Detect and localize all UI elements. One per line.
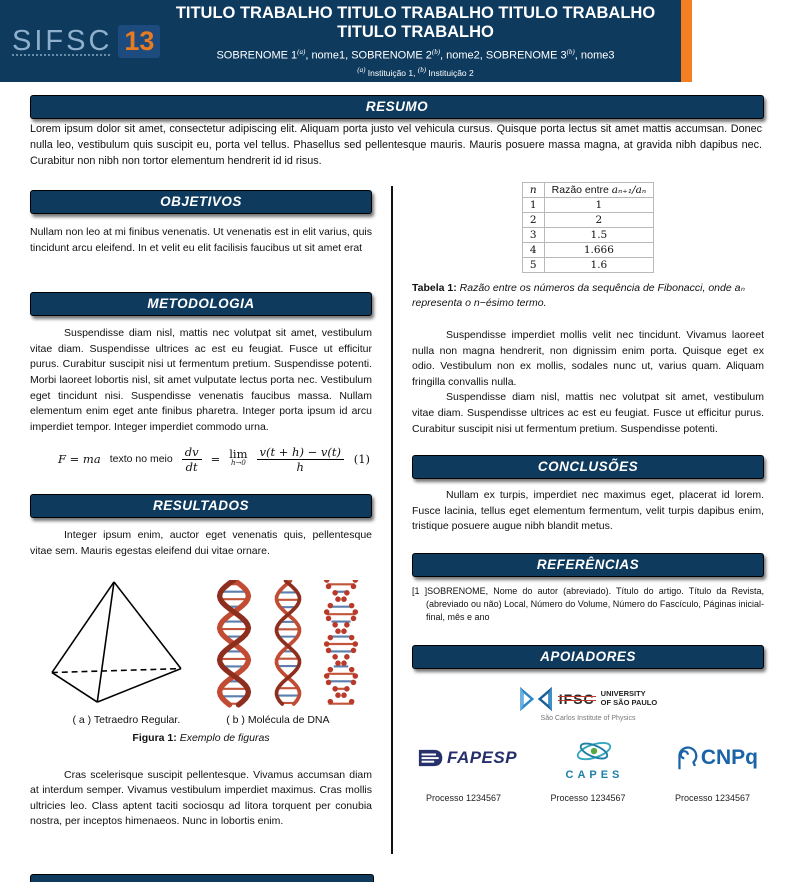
section-bar-apoiadores: APOIADORES [412,645,764,669]
resultados-text-2: Cras scelerisque suscipit pellentesque. Vivamus accumsan diam at interdum semper. Vivamus vestibulum imperdiet maximus. Cras mollis ultricies leo. Class aptent taciti sociosqu ad litora torquent per conubia nostra, per inceptos himenaeos. Nunc in lobortis enim. [30,768,372,828]
author-2-given: , nome2, [440,49,486,62]
derivative-fraction [182,446,202,473]
author-3-sup: (b) [566,48,575,57]
authors-line [160,48,671,62]
poster-title-line2: TITULO TRABALHO [337,23,494,42]
cell-ratio-2: 2 [544,213,653,228]
affiliations-line [160,66,671,78]
usp-line1: UNIVERSITY [600,689,646,699]
dq-numerator: v(t + h) − v(t) [257,446,344,460]
equation-1 [30,441,372,477]
fibonacci-table [522,182,654,273]
affil-2-sup: (b) [417,65,427,74]
figure-caption-label: Figura 1: [132,731,177,744]
frac-denominator: dt [185,459,198,474]
cell-n-2: 2 [522,213,544,228]
author-1-given: , nome1, [305,49,352,62]
section-bar-referencias: REFERÊNCIAS [412,553,764,577]
cell-n-5: 5 [522,258,544,273]
cutoff-section-bar [30,874,374,882]
affil-2: Instituição 2 [426,67,474,78]
section-bar-resumo: RESUMO [30,95,764,119]
author-2: SOBRENOME 2 [351,49,432,62]
reference-text: SOBRENOME, Nome do autor (abreviado). Título do artigo. Título da Revista, (abreviado ou não) Local, Número do Volume, Número do Fascículo, Páginas inicial-final, mês e ano [426,585,764,623]
right-paragraph-1: Suspendisse imperdiet mollis velit nec tincidunt. Vivamus laoreet nulla non magna hendrerit, non dignissim enim porta. Quisque eget ex odio. Vestibulum non ex mollis, sodales nunc ut, varius quam. Aliquam fringilla convallis nulla. [412,329,764,388]
poster-header [0,0,681,82]
ifsc-usp-logo [412,685,764,722]
fapesp-wordmark: FAPESP [447,748,518,768]
table-header-n: n [522,183,544,198]
fapesp-logo [418,748,517,768]
figure-caption [30,732,372,744]
table-caption-label: Tabela 1: [412,282,457,294]
sponsor-logos-row [412,736,764,781]
subfig-b-caption: ( b ) Molécula de DNA [226,713,330,726]
reference-number: [1 ] [412,585,428,596]
ifsc-wordmark: IFSC [558,690,595,707]
cell-n-1: 1 [522,198,544,213]
lim-text: lim [229,447,248,462]
figure-caption-text: Exemplo de figuras [179,731,270,744]
figure-1 [30,578,372,708]
cell-ratio-5: 1.6 [544,258,653,273]
dna-helix-2 [268,580,308,708]
author-2-sup: (b) [431,48,441,57]
affil-1-sup: (a) [357,65,366,74]
author-1-sup: (a) [297,48,306,57]
capes-processo: Processo 1234567 [550,792,626,803]
ifsc-subtitle: São Carlos Institute of Physics [540,714,636,722]
frac-numerator: dv [182,446,202,460]
sifsc-logo-text: SIFSC [12,24,113,57]
table-header-ratio-math: aₙ₊₁/aₙ [611,184,647,196]
equation-lhs: F = ma [58,452,101,467]
conclusoes-text: Nullam ex turpis, imperdiet nec maximus eget, placerat id lorem. Fusce lacinia, tellus eget elementum fermentum, velit turpis dapibus enim, tristique posuere augue nibh blandit metus. [412,489,764,533]
cnpq-logo [672,744,758,772]
equation-number: (1) [353,452,370,467]
ifsc-emblem-icon [519,685,553,713]
resultados-text: Integer ipsum enim, auctor eget venenatis quis, pellentesque vitae sem. Mauris egestas eleifend dui vitae ornare. [30,529,372,557]
affil-1: Instituição 1, [365,67,418,78]
capes-orbit-icon [571,736,617,768]
sifsc-logo [0,25,160,58]
section-bar-objetivos: OBJETIVOS [30,190,372,214]
dna-figure [212,580,362,708]
table-row [522,258,653,273]
author-3-given: , nome3 [574,49,615,62]
right-paragraph-2: Suspendisse diam nisl, mattis nec volutpat sit amet, vestibulum vitae diam. Suspendisse ultrices ac est eu feugiat. Fusce ut efficitur purus. Curabitur suscipit nisi ut fermentum pretium. Suspendisse potenti. [412,391,764,435]
subfigure-captions [30,714,372,726]
usp-name [601,690,658,707]
tetrahedron-figure [40,578,188,708]
author-3: SOBRENOME 3 [485,49,567,62]
right-column [412,182,764,803]
left-column [30,190,372,830]
fapesp-processo: Processo 1234567 [426,792,502,803]
capes-wordmark: CAPES [565,768,624,781]
cnpq-processo: Processo 1234567 [674,792,750,803]
column-divider [391,186,393,854]
resumo-text: Lorem ipsum dolor sit amet, consectetur adipiscing elit. Aliquam porta justo vel vehicula cursus. Quisque porta lectus sit amet mattis accumsan. Donec nulla leo, vestibulum quis suscipit eu, porta vel tellus. Phasellus sed pellentesque mauris. Mauris posuere massa magna, at gravida nibh dapibus nec. Curabitur non nibh non tortor elementum hendrerit id id risus. [30,123,762,167]
sifsc-logo-number: 13 [118,25,160,58]
cell-ratio-4: 1.666 [544,243,653,258]
equation-middle-text: texto no meio [109,453,173,466]
processo-row [412,793,764,803]
table-header-row [522,183,653,198]
objetivos-text: Nullam non leo at mi finibus venenatis. Ut venenatis est in elit varius, quis tincidunt arcu eleifend. In et velit eu elit facilisis faucibus ut sit amet erat [30,226,372,254]
cell-ratio-1: 1 [544,198,653,213]
limit-operator [229,447,248,468]
table-caption [412,281,764,310]
dna-helix-1 [212,580,256,708]
cell-ratio-3: 1.5 [544,228,653,243]
orange-accent-stripe [681,0,692,82]
author-1: SOBRENOME 1 [216,49,298,62]
table-header-ratio-text: Razão entre [551,184,612,196]
table-row [522,213,653,228]
dna-helix-3 [320,580,362,708]
fapesp-flag-icon [418,748,445,768]
section-bar-resultados: RESULTADOS [30,494,372,518]
cnpq-head-icon [672,744,700,772]
section-bar-conclusoes: CONCLUSÕES [412,455,764,479]
table-row [522,243,653,258]
dq-denominator: h [296,459,304,474]
cell-n-4: 4 [522,243,544,258]
table-header-ratio [544,183,653,198]
metodologia-text: Suspendisse diam nisl, mattis nec volutpat sit amet, vestibulum vitae diam. Suspendisse ultrices ac est eu feugiat. Fusce ut efficitur purus. Curabitur suscipit nisi ut fermentum pretium. Suspendisse potenti. Morbi laoreet lobortis nisl, sit amet vulputate lectus porta nec. Vestibulum eget tincidunt nisi. Suspendisse venenatis faucibus massa. Nullam elementum enim eget ante finibus pharetra. Integer porta ipsum id arcu imperdiet tempor. Integer imperdiet commodo urna. [30,327,372,433]
cnpq-wordmark: CNPq [700,746,758,770]
lim-subscript: h→0 [230,459,246,468]
cell-n-3: 3 [522,228,544,243]
section-bar-metodologia: METODOLOGIA [30,292,372,316]
table-caption-text: Razão entre os números da sequência de Fibonacci, onde aₙ representa o n−ésimo termo. [412,282,745,309]
table-row [522,228,653,243]
usp-line2: OF SÃO PAULO [600,697,658,707]
equals-sign: = [210,452,221,467]
title-block [160,4,681,77]
difference-quotient [257,446,344,473]
poster-title-line1: TITULO TRABALHO TITULO TRABALHO TITULO TRABALHO [175,4,656,23]
subfig-a-caption: ( a ) Tetraedro Regular. [72,713,181,726]
reference-entry [412,585,764,625]
table-row [522,198,653,213]
capes-logo [566,736,624,781]
